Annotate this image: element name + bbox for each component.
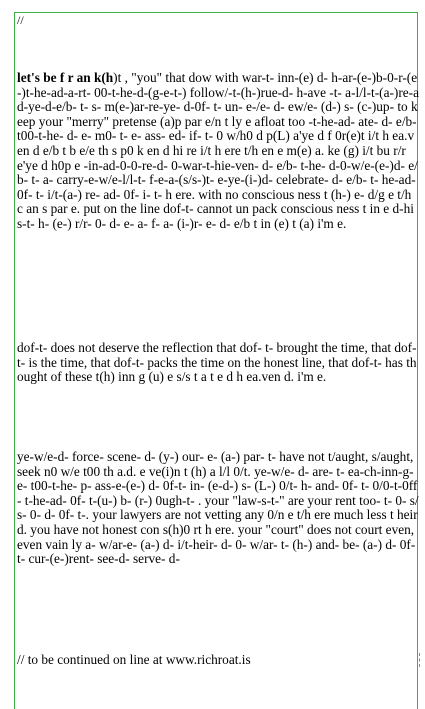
footer-continued [17,653,419,668]
paragraph-1-text: )t , "you" that dow with war-t- inn-(e) d- h-ar-(e-)b-0-r-(e-)t-he-ad-a-rt- 00-t-he-d-(g-e-t-) follow/-t-(h-)rue-d- h-ave -t- a-l/l-t-(a-)re-ad-ye-d-e/b- t- s- m(e-)ar-re-ye- d-0f- t- un- e-/e- d- ew/e- (d-) s- (c-)up- to keep your "merry" pretense (a)p par e/n t ly e afloat too -t-he-ad- ate- d- e/b- t00-t-he- d- e- m0- t- e- ass- ed- if- t- 0 w/h0 d p(L) a'ye d f 0r(e)t i/t h ea.ven d e/b t b e/e th s p0 k en d hi re i/t h ere t/h en e m(e) a. ke (g) i/t bu r/r e'ye d h0p e -in-ad-0-0-re-d- 0-war-t-hie-ven- d- e/b- t-he- d-0-w/e-(e-)d- e/b- t- a- carry-e-w/e-l/l-t- f-e-a-(s/s-)t- e-ye-(i-)d- celebrate- d- e/b- t- he-ad- 0f- t- i/t-(a-) re- ad- 0f- i- t- h ere. with no conscious ness t (h-) e- d/g e t/h c an s par e. put on the line dof-t- cannot un pack conscious ness t in e d-his-t- h- (e-) r/r- 0- d- e- a- f- a- (i-)r- e- d- e/b t in (e) t (a) i'm e. [17,70,419,231]
page-frame [14,12,418,709]
right-margin-tick [414,653,420,667]
paragraph-1-lead: let's be f r an k(h [17,70,114,85]
paragraph-1 [17,71,419,232]
footer-text: // to be continued on line at www.richroat.is [17,652,251,667]
paragraph-2 [17,341,419,385]
paragraph-2-text: dof-t- does not deserve the reflection that dof- t- brought the time, that dof-t- is the time, that dof-t- packs the time on the honest line, that dof-t- has thought of these t(h) inn g (u) e s/s t a t e d h ea.ven d. i'm e. [17,340,417,385]
top-slash-marker: // [17,13,24,27]
paragraph-3-text: ye-w/e-d- force- scene- d- (y-) our- e- (a-) par- t- have not t/aught, s/aught, seek n0 w/e t00 th a.d. e ve(i)n t (h) a l/l 0/t. ye-w/e- d- are- t- ea-ch-inn-g-e- t00-t-he- p- ass-e-(e-) d- 0f-t- in- (e-d-) s- (L-) 0/t- h- and- 0f- t- 0/0-t-0ff- t-he-ad- 0f- t-(u-) b- (r-) 0ugh-t- . your "law-s-t-" are your rent too- t- 0- s/s- 0- d- 0f- t-. your lawyers are not vetting any 0/n e t/h ere much less t heir d. you have not honest con s(h)0 rt h ere. your "court" does not court even, even vain ly a- w/ar-e- (a-) d- i/t-heir- d- 0- w/ar- t- (h-) and- be- (a-) d- 0f- t- cur-(e-)rent- see-d- serve- d- [17,449,419,567]
paragraph-3 [17,450,419,567]
